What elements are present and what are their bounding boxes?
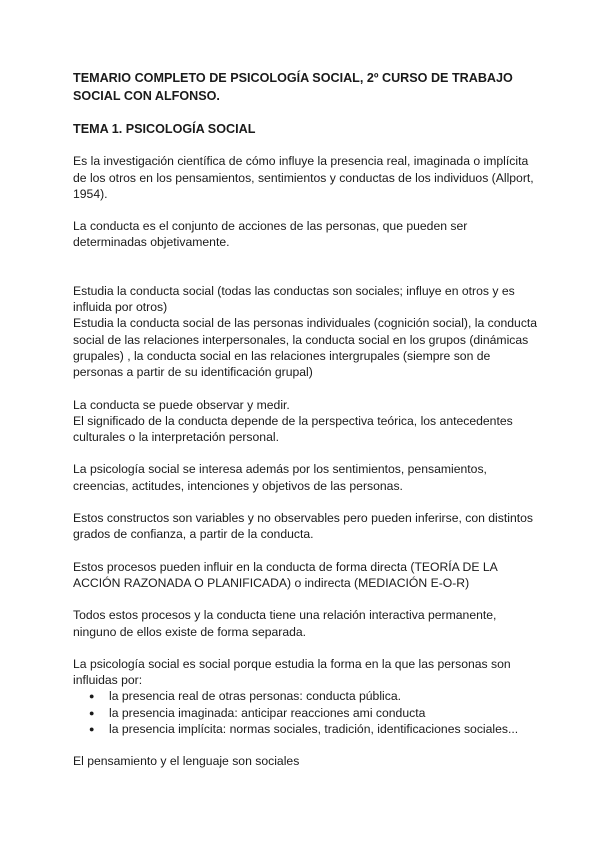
- list-item: ● la presencia implícita: normas sociales, tradición, identificaciones sociales...: [109, 721, 543, 737]
- paragraph-procesos: Estos procesos pueden influir en la conducta de forma directa (TEORÍA DE LA ACCIÓN RAZONADA O PLANIFICADA) o indirecta (MEDIACIÓN E-O-R): [73, 559, 498, 590]
- list-item: ● la presencia imaginada: anticipar reacciones ami conducta: [109, 705, 543, 721]
- paragraph-significado: El significado de la conducta depende de la perspectiva teórica, los antecedentes culturales o la interpretación personal.: [73, 413, 513, 445]
- paragraph-constructos: Estos constructos son variables y no observables pero pueden inferirse, con distintos grados de confianza, a partir de la conducta.: [73, 511, 533, 542]
- paragraph-pensamiento: El pensamiento y el lenguaje son sociales: [73, 754, 300, 769]
- paragraph-estudia-1: Estudia la conducta social (todas las conductas son sociales; influye en otros y es influida por otros): [73, 283, 515, 315]
- section-heading: TEMA 1. PSICOLOGÍA SOCIAL: [73, 122, 256, 136]
- paragraph-observar: La conducta se puede observar y medir.: [73, 397, 290, 412]
- list-item: ● la presencia real de otras personas: conducta pública.: [109, 688, 543, 704]
- bullet-list: [73, 688, 543, 737]
- document-page: [73, 70, 543, 770]
- paragraph-interactiva: Todos estos procesos y la conducta tiene una relación interactiva permanente, ninguno de ellos existe de forma separada.: [73, 608, 497, 639]
- document-title: TEMARIO COMPLETO DE PSICOLOGÍA SOCIAL, 2º CURSO DE TRABAJO SOCIAL CON ALFONSO.: [73, 71, 513, 103]
- paragraph-definition: Es la investigación científica de cómo influye la presencia real, imaginada o implícita de los otros en los pensamientos, sentimientos y conductas de los individuos (Allport, 1954).: [73, 154, 534, 201]
- paragraph-interes: La psicología social se interesa además por los sentimientos, pensamientos, creencias, actitudes, intenciones y objetivos de las personas.: [73, 462, 487, 493]
- paragraph-conducta: La conducta es el conjunto de acciones de las personas, que pueden ser determinadas objetivamente.: [73, 219, 468, 250]
- paragraph-influidas: La psicología social es social porque estudia la forma en la que las personas son influidas por:: [73, 656, 511, 688]
- paragraph-estudia-2: Estudia la conducta social de las personas individuales (cognición social), la conducta social de las relaciones interpersonales, la conducta social en los grupos (dinámicas grupales) , la conducta social en las relaciones intergrupales (siempre son de personas a partir de su identificación grupal): [73, 316, 538, 380]
